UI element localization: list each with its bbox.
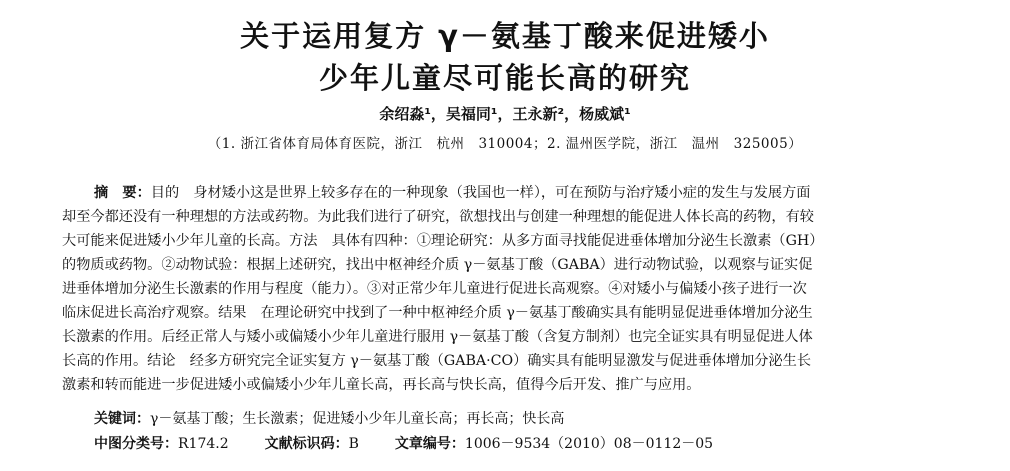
keywords-text: γ－氨基丁酸；生长激素；促进矮小少年儿童长高；再长高；快长高: [150, 411, 565, 427]
clc-label: 中图分类号：: [94, 436, 178, 452]
abstract: [62, 181, 974, 397]
abstract-line: 长激素的作用。后经正常人与矮小或偏矮小少年儿童进行服用 γ－氨基丁酸（含复方制剂）也完全证实具有明显促进人体: [62, 329, 813, 345]
abstract-line: 激素和转而能进一步促进矮小或偏矮小少年儿童长高，再长高与快长高，值得今后开发、推广与应用。: [62, 377, 701, 393]
abstract-line: 临床促进长高治疗观察。结果 在理论研究中找到了一种中枢神经介质 γ－氨基丁酸确实具有能明显促进垂体增加分泌生: [62, 305, 813, 321]
doc-code-label: 文献标识码：: [264, 436, 349, 452]
affiliations: （1. 浙江省体育局体育医院，浙江 杭州 310004；2. 温州医学院，浙江 温州 325005）: [207, 136, 803, 152]
abstract-line: [62, 181, 974, 205]
paper-title-line-1: 关于运用复方 γ－氨基丁酸来促进矮小: [240, 19, 770, 53]
abstract-line: 大可能来促进矮小少年儿童的长高。方法 具体有四种：①理论研究：从多方面寻找能促进垂体增加分泌生长激素（GH）: [62, 233, 824, 249]
paper-title-line-2: 少年儿童尽可能长高的研究: [318, 61, 691, 95]
authors: 余绍淼¹，吴福同¹，王永新²，杨威斌¹: [379, 105, 631, 123]
keywords-label: 关键词：: [94, 411, 150, 427]
clc-value: R174.2: [178, 436, 229, 452]
abstract-line: 的物质或药物。②动物试验：根据上述研究，找出中枢神经介质 γ－氨基丁酸（GABA）进行动物试验，以观察与证实促: [62, 257, 813, 273]
abstract-line: 却至今都还没有一种理想的方法或药物。为此我们进行了研究，欲想找出与创建一种理想的能促进人体长高的药物，有较: [62, 209, 814, 225]
abstract-label: 摘 要：: [94, 185, 151, 201]
doc-code-value: B: [348, 436, 359, 452]
article-number-label: 文章编号：: [394, 436, 465, 452]
abstract-line: 进垂体增加分泌生长激素的作用与程度（能力）。③对正常少年儿童进行促进长高观察。④对矮小与偏矮小孩子进行一次: [62, 281, 807, 297]
abstract-text: 目的 身材矮小这是世界上较多存在的一种现象（我国也一样），可在预防与治疗矮小症的发生与发展方面: [150, 185, 811, 201]
classification-line: [94, 433, 713, 453]
article-number-value: 1006－9534（2010）08－0112－05: [464, 436, 714, 452]
keywords: [94, 408, 564, 428]
abstract-line: 长高的作用。结论 经多方研究完全证实复方 γ－氨基丁酸（GABA·CO）确实具有能明显激发与促进垂体增加分泌生长: [62, 353, 812, 369]
